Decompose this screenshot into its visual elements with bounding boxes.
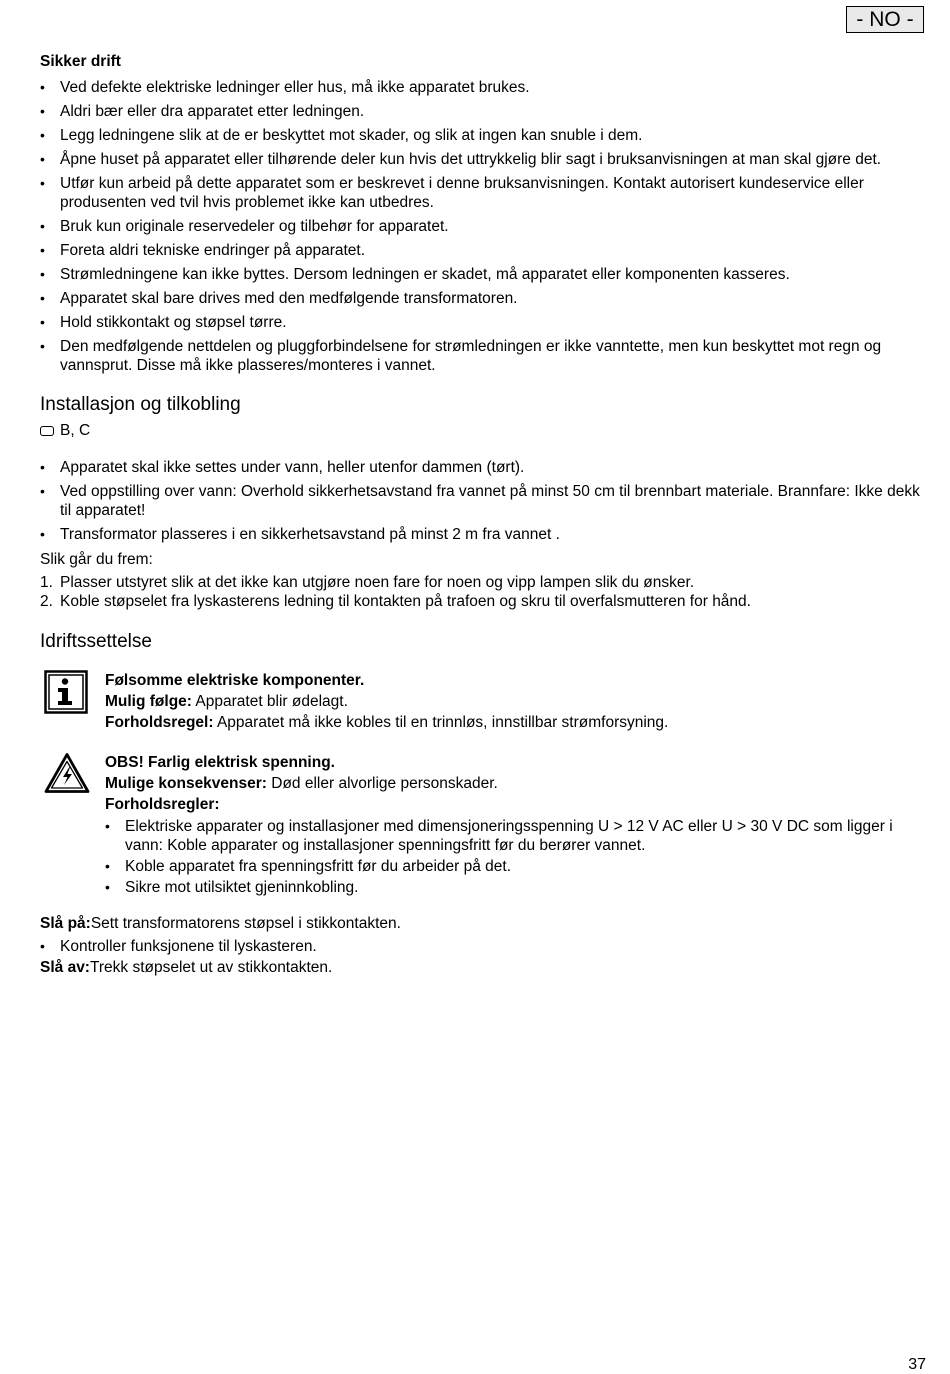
list-item: • Strømledningene kan ikke byttes. Dersom ledningen er skadet, må apparatet eller komponenten kasseres.: [40, 265, 928, 284]
measures-label: Forholdsregler:: [105, 796, 220, 813]
section-title: Sikker drift: [40, 53, 121, 70]
list-item: • Transformator plasseres i en sikkerhetsavstand på minst 2 m fra vannet .: [40, 525, 928, 544]
step-number: 1.: [40, 574, 53, 591]
procedure-steps: [40, 573, 928, 611]
step-item: [40, 592, 928, 611]
figure-reference: [40, 421, 928, 441]
switch-off-label: Slå av:: [40, 959, 90, 976]
info-icon: [44, 670, 88, 719]
list-item: • Ved defekte elektriske ledninger eller hus, må ikke apparatet brukes.: [40, 78, 928, 97]
info-heading: Følsomme elektriske komponenter.: [105, 672, 365, 689]
warning-notice: [40, 752, 928, 897]
step-item: [40, 573, 928, 592]
measures-list: [105, 817, 928, 897]
list-item: • Legg ledningene slik at de er beskyttet mot skader, og slik at ingen kan snuble i dem.: [40, 126, 928, 145]
list-item: • Kontroller funksjonene til lyskasteren.: [40, 937, 928, 956]
switch-on-label: Slå på:: [40, 915, 91, 932]
commissioning-section: [40, 630, 928, 978]
list-item: • Hold stikkontakt og støpsel tørre.: [40, 313, 928, 332]
step-text: Koble støpselet fra lyskasterens ledning til kontakten på trafoen og skru til overfalsmutteren for hånd.: [60, 593, 751, 610]
switch-on-text: Sett transformatorens støpsel i stikkontakten.: [90, 915, 401, 932]
section-title: Installasjon og tilkobling: [40, 394, 241, 415]
switch-off-line: [40, 958, 928, 978]
consequence-text: Apparatet blir ødelagt.: [191, 693, 348, 710]
installation-list: [40, 458, 928, 544]
info-notice: [40, 670, 928, 733]
list-item: • Elektriske apparater og installasjoner med dimensjoneringsspenning U > 12 V AC eller U > 30 V DC som ligger i vann: Koble apparater og installasjoner spenningsfritt før du berører vannet.: [105, 817, 928, 855]
list-item: • Den medfølgende nettdelen og pluggforbindelsene for strømledningen er ikke vanntette, men kun beskyttet mot regn og vannsprut. Disse må ikke plasseres/monteres i vannet.: [40, 337, 928, 375]
language-tab: - NO -: [846, 6, 924, 33]
list-item: • Ved oppstilling over vann: Overhold sikkerhetsavstand fra vannet på minst 50 cm til brennbart materiale. Brannfare: Ikke dekk til apparatet!: [40, 482, 928, 520]
consequence-label: Mulige konsekvenser:: [105, 775, 267, 792]
list-item: • Foreta aldri tekniske endringer på apparatet.: [40, 241, 928, 260]
warning-heading: OBS! Farlig elektrisk spenning.: [105, 754, 335, 771]
page-content: [40, 52, 928, 978]
list-item: • Bruk kun originale reservedeler og tilbehør for apparatet.: [40, 217, 928, 236]
figure-reference-text: B, C: [60, 422, 91, 439]
switch-on-line: [40, 914, 928, 934]
step-text: Plasser utstyret slik at det ikke kan utgjøre noen fare for noen og vipp lampen slik du ønsker.: [60, 574, 695, 591]
list-item: • Utfør kun arbeid på dette apparatet som er beskrevet i denne bruksanvisningen. Kontakt autorisert kundeservice eller produsenten ved tvil hvis problemet ikke kan utbedres.: [40, 174, 928, 212]
consequence-text: Død eller alvorlige personskader.: [266, 775, 498, 792]
list-item: • Apparatet skal ikke settes under vann, heller utenfor dammen (tørt).: [40, 458, 928, 477]
switch-off-text: Trekk støpselet ut av stikkontakten.: [89, 959, 333, 976]
list-item: • Sikre mot utilsiktet gjeninnkobling.: [105, 878, 928, 897]
figure-icon: [40, 426, 54, 436]
installation-section: [40, 393, 928, 611]
step-number: 2.: [40, 593, 53, 610]
list-item: • Åpne huset på apparatet eller tilhørende deler kun hvis det uttrykkelig blir sagt i bruksanvisningen at man skal gjøre det.: [40, 150, 928, 169]
consequence-label: Mulig følge:: [105, 693, 192, 710]
section-title: Idriftssettelse: [40, 631, 152, 652]
measure-label: Forholdsregel:: [105, 714, 214, 731]
check-list: [40, 937, 928, 956]
measure-text: Apparatet må ikke kobles til en trinnløs, innstillbar strømforsyning.: [213, 714, 669, 731]
list-item: • Koble apparatet fra spenningsfritt før du arbeider på det.: [105, 857, 928, 876]
safe-operation-list: [40, 78, 928, 375]
high-voltage-warning-icon: [44, 752, 90, 799]
procedure-intro: Slik går du frem:: [40, 551, 153, 568]
safe-operation-section: [40, 52, 928, 375]
page-number: 37: [908, 1356, 926, 1373]
list-item: • Apparatet skal bare drives med den medfølgende transformatoren.: [40, 289, 928, 308]
list-item: • Aldri bær eller dra apparatet etter ledningen.: [40, 102, 928, 121]
